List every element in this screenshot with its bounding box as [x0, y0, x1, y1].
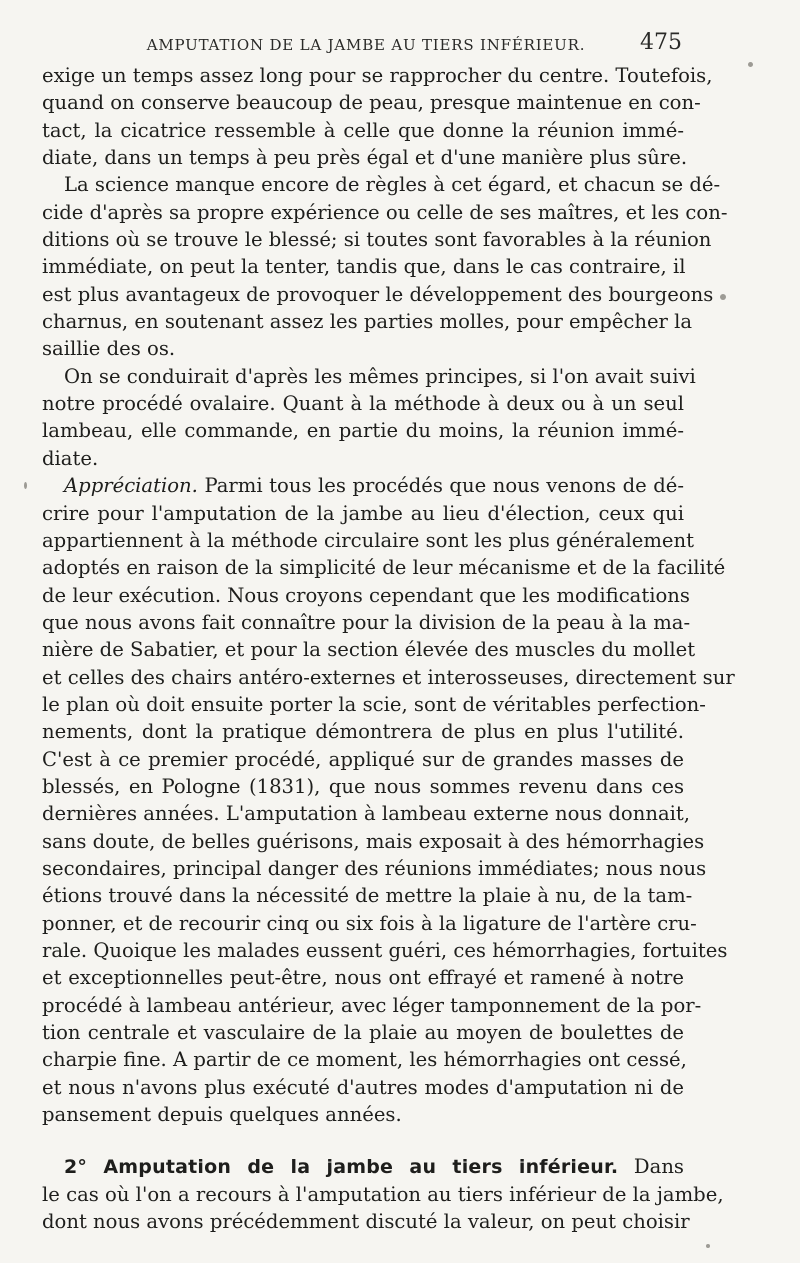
running-title: AMPUTATION DE LA JAMBE AU TIERS INFÉRIEUR.	[146, 36, 586, 54]
print-speck	[706, 1244, 710, 1248]
text-line: lambeau, elle commande, en partie du moins, la réunion immé-	[42, 419, 684, 443]
text-line: exige un temps assez long pour se rapprocher du centre. Toutefois,	[42, 64, 713, 87]
section-spacer	[42, 1128, 684, 1153]
print-speck	[720, 294, 726, 300]
text-line: et nous n'avons plus exécuté d'autres modes d'amputation ni de	[42, 1075, 684, 1099]
text-line: ponner, et de recourir cinq ou six fois à la ligature de l'artère cru-	[42, 911, 697, 935]
text-line: diate, dans un temps à peu près égal et d'une manière plus sûre.	[42, 146, 688, 170]
text-line: C'est à ce premier procédé, appliqué sur de grandes masses de	[42, 747, 684, 771]
print-speck	[748, 62, 753, 67]
appreciation-label: Appréciation.	[64, 474, 198, 498]
text-line: quand on conserve beaucoup de peau, presque maintenue en con-	[42, 91, 701, 115]
appreciation-paragraph-line	[42, 472, 684, 499]
text-line: immédiate, on peut la tenter, tandis que, dans le cas contraire, il	[42, 255, 686, 279]
text-line: secondaires, principal danger des réunions immédiates; nous nous	[42, 856, 707, 880]
text-line: La science manque encore de règles à cet égard, et chacun se dé-	[64, 173, 721, 197]
text-line: cide d'après sa propre expérience ou celle de ses maîtres, et les con-	[42, 200, 728, 224]
text-line: et celles des chairs antéro-externes et interosseuses, directement sur	[42, 665, 735, 689]
text-line: blessés, en Pologne (1831), que nous sommes revenu dans ces	[42, 774, 684, 798]
text-line: appartiennent à la méthode circulaire sont les plus généralement	[42, 528, 694, 552]
page-number: 475	[640, 30, 682, 55]
text-line: ditions où se trouve le blessé; si toutes sont favorables à la réunion	[42, 228, 712, 252]
body-text	[42, 62, 735, 1235]
text-line: rale. Quoique les malades eussent guéri, ces hémorrhagies, fortuites	[42, 939, 728, 962]
text-line: On se conduirait d'après les mêmes principes, si l'on avait suivi	[64, 364, 696, 388]
text-line: diate.	[42, 446, 99, 470]
text-line: charpie fine. A partir de ce moment, les hémorrhagies ont cessé,	[42, 1048, 687, 1072]
text-line: le plan où doit ensuite porter la scie, sont de véritables perfection-	[42, 692, 706, 716]
text-line: dernières années. L'amputation à lambeau externe nous donnait,	[42, 802, 690, 826]
text-line: tion centrale et vasculaire de la plaie au moyen de boulettes de	[42, 1021, 684, 1045]
text-fragment: Parmi tous les procédés que nous venons de dé-	[204, 474, 684, 498]
text-line: que nous avons fait connaître pour la division de la peau à la ma-	[42, 610, 691, 634]
text-line: sans doute, de belles guérisons, mais exposait à des hémorrhagies	[42, 829, 705, 853]
section-heading: 2° Amputation de la jambe au tiers inférieur.	[64, 1156, 619, 1179]
text-line: dont nous avons précédemment discuté la valeur, on peut choisir	[42, 1210, 690, 1234]
text-line: étions trouvé dans la nécessité de mettre la plaie à nu, de la tam-	[42, 884, 693, 908]
text-line: et exceptionnelles peut-être, nous ont effrayé et ramené à notre	[42, 966, 684, 990]
text-line: nière de Sabatier, et pour la section élevée des muscles du mollet	[42, 638, 696, 662]
text-line: pansement depuis quelques années.	[42, 1103, 402, 1127]
text-line: adoptés en raison de la simplicité de leur mécanisme et de la facilité	[42, 556, 726, 580]
text-line: notre procédé ovalaire. Quant à la méthode à deux ou à un seul	[42, 392, 684, 416]
text-line: crire pour l'amputation de la jambe au lieu d'élection, ceux qui	[42, 501, 684, 525]
section-heading-line	[42, 1153, 684, 1180]
print-speck	[24, 482, 27, 489]
text-line: est plus avantageux de provoquer le développement des bourgeons	[42, 282, 714, 306]
text-line: nements, dont la pratique démontrera de plus en plus l'utilité.	[42, 720, 684, 744]
text-line: tact, la cicatrice ressemble à celle que donne la réunion immé-	[42, 118, 684, 142]
text-line: saillie des os.	[42, 337, 176, 361]
text-line: de leur exécution. Nous croyons cependant que les modifications	[42, 583, 690, 607]
text-line: le cas où l'on a recours à l'amputation au tiers inférieur de la jambe,	[42, 1182, 724, 1206]
text-fragment: Dans	[633, 1155, 684, 1179]
text-line: charnus, en soutenant assez les parties molles, pour empêcher la	[42, 310, 693, 334]
text-line: procédé à lambeau antérieur, avec léger tamponnement de la por-	[42, 993, 702, 1017]
